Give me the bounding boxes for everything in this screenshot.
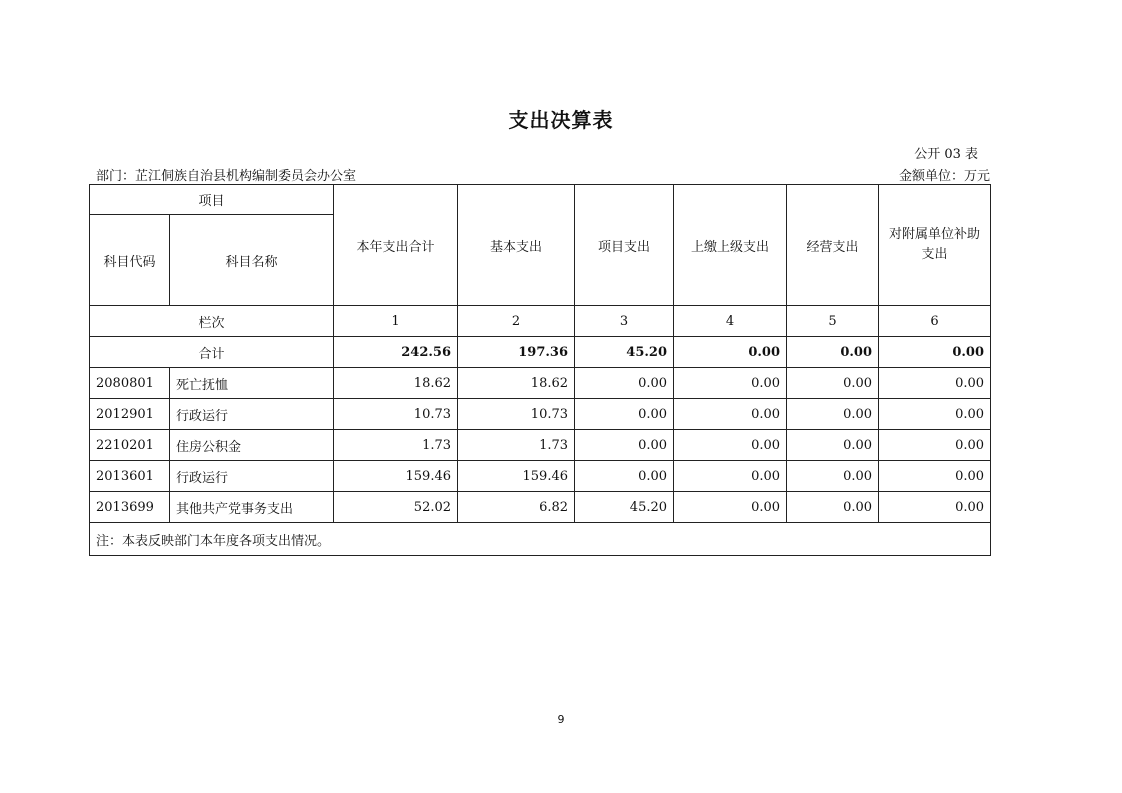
table-row bbox=[90, 461, 991, 492]
row-code: 2013699 bbox=[90, 492, 170, 523]
row-value: 0.00 bbox=[674, 461, 787, 492]
row-value: 52.02 bbox=[334, 492, 458, 523]
total-label: 合计 bbox=[90, 337, 334, 368]
row-value: 18.62 bbox=[458, 368, 575, 399]
row-name: 行政运行 bbox=[170, 399, 334, 430]
row-value: 0.00 bbox=[674, 430, 787, 461]
row-code: 2210201 bbox=[90, 430, 170, 461]
row-code: 2013601 bbox=[90, 461, 170, 492]
table-row bbox=[90, 492, 991, 523]
column-index-3: 3 bbox=[575, 306, 674, 337]
total-value: 0.00 bbox=[674, 337, 787, 368]
total-value: 197.36 bbox=[458, 337, 575, 368]
row-value: 0.00 bbox=[787, 368, 879, 399]
column-index-6: 6 bbox=[879, 306, 991, 337]
row-value: 0.00 bbox=[787, 492, 879, 523]
row-value: 0.00 bbox=[575, 430, 674, 461]
row-value: 0.00 bbox=[879, 492, 991, 523]
column-index-5: 5 bbox=[787, 306, 879, 337]
table-row bbox=[90, 399, 991, 430]
column-index-4: 4 bbox=[674, 306, 787, 337]
row-value: 159.46 bbox=[334, 461, 458, 492]
row-value: 0.00 bbox=[879, 461, 991, 492]
header-code: 科目代码 bbox=[90, 215, 170, 306]
row-value: 159.46 bbox=[458, 461, 575, 492]
row-value: 0.00 bbox=[575, 399, 674, 430]
total-value: 45.20 bbox=[575, 337, 674, 368]
page-number: 9 bbox=[557, 713, 565, 726]
total-value: 0.00 bbox=[879, 337, 991, 368]
total-value: 0.00 bbox=[787, 337, 879, 368]
row-value: 0.00 bbox=[575, 461, 674, 492]
row-name: 住房公积金 bbox=[170, 430, 334, 461]
header-project: 项目 bbox=[90, 185, 334, 215]
column-index-2: 2 bbox=[458, 306, 575, 337]
row-value: 0.00 bbox=[879, 368, 991, 399]
row-name: 死亡抚恤 bbox=[170, 368, 334, 399]
column-index-1: 1 bbox=[334, 306, 458, 337]
page-title: 支出决算表 bbox=[508, 108, 614, 132]
department-label: 部门：芷江侗族自治县机构编制委员会办公室 bbox=[96, 169, 357, 184]
header-col-subsidy-to-affiliates: 对附属单位补助支出 bbox=[879, 185, 991, 306]
header-col-basic-expense: 基本支出 bbox=[458, 185, 575, 306]
table-row bbox=[90, 368, 991, 399]
form-number: 公开 03 表 bbox=[914, 147, 978, 162]
header-col-total-expense: 本年支出合计 bbox=[334, 185, 458, 306]
row-value: 0.00 bbox=[575, 368, 674, 399]
row-value: 0.00 bbox=[787, 461, 879, 492]
row-value: 0.00 bbox=[879, 430, 991, 461]
header-col-remit-to-superior: 上缴上级支出 bbox=[674, 185, 787, 306]
total-value: 242.56 bbox=[334, 337, 458, 368]
total-row bbox=[90, 337, 991, 368]
row-value: 1.73 bbox=[334, 430, 458, 461]
row-value: 10.73 bbox=[334, 399, 458, 430]
row-value: 10.73 bbox=[458, 399, 575, 430]
row-value: 0.00 bbox=[674, 368, 787, 399]
row-value: 0.00 bbox=[879, 399, 991, 430]
row-value: 0.00 bbox=[674, 399, 787, 430]
row-name: 行政运行 bbox=[170, 461, 334, 492]
table-row bbox=[90, 430, 991, 461]
column-index-label: 栏次 bbox=[90, 306, 334, 337]
row-code: 2080801 bbox=[90, 368, 170, 399]
header-name: 科目名称 bbox=[170, 215, 334, 306]
row-value: 1.73 bbox=[458, 430, 575, 461]
amount-unit-label: 金额单位：万元 bbox=[898, 169, 990, 184]
table-note: 注：本表反映部门本年度各项支出情况。 bbox=[90, 523, 991, 556]
expenditure-table bbox=[89, 184, 991, 556]
header-col-project-expense: 项目支出 bbox=[575, 185, 674, 306]
row-value: 18.62 bbox=[334, 368, 458, 399]
row-value: 0.00 bbox=[787, 430, 879, 461]
row-value: 0.00 bbox=[674, 492, 787, 523]
row-value: 45.20 bbox=[575, 492, 674, 523]
header-col-operating-expense: 经营支出 bbox=[787, 185, 879, 306]
row-value: 6.82 bbox=[458, 492, 575, 523]
row-name: 其他共产党事务支出 bbox=[170, 492, 334, 523]
row-code: 2012901 bbox=[90, 399, 170, 430]
row-value: 0.00 bbox=[787, 399, 879, 430]
